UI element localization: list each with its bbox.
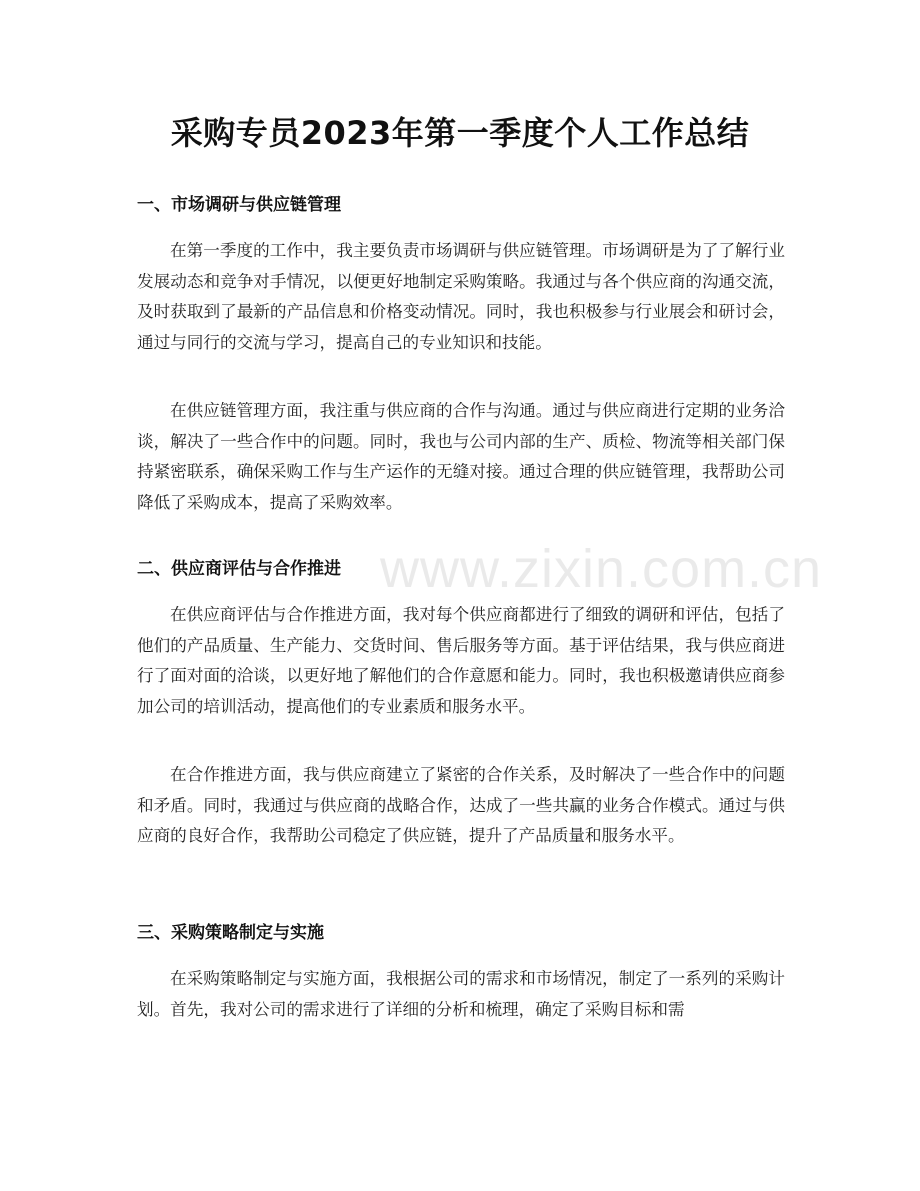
section-2-paragraph-2: 在合作推进方面，我与供应商建立了紧密的合作关系，及时解决了一些合作中的问题和矛盾。同时，我通过与供应商的战略合作，达成了一些共赢的业务合作模式。通过与供应商的良好合作，我帮助公司稳定了供应链，提升了产品质量和服务水平。 [137, 765, 785, 845]
document-title: 采购专员2023年第一季度个人工作总结 [170, 114, 750, 152]
watermark: www.zixin.com.cn [380, 539, 823, 599]
section-heading-3: 三、采购策略制定与实施 [137, 923, 324, 943]
section-1-paragraph-2: 在供应链管理方面，我注重与供应商的合作与沟通。通过与供应商进行定期的业务洽谈，解决了一些合作中的问题。同时，我也与公司内部的生产、质检、物流等相关部门保持紧密联系，确保采购工作与生产运作的无缝对接。通过合理的供应链管理，我帮助公司降低了采购成本，提高了采购效率。 [137, 401, 785, 512]
section-heading-2: 二、供应商评估与合作推进 [137, 559, 341, 579]
section-heading-1: 一、市场调研与供应链管理 [137, 195, 341, 215]
section-1-paragraph-1: 在第一季度的工作中，我主要负责市场调研与供应链管理。市场调研是为了了解行业发展动态和竞争对手情况，以便更好地制定采购策略。我通过与各个供应商的沟通交流，及时获取到了最新的产品信息和价格变动情况。同时，我也积极参与行业展会和研讨会，通过与同行的交流与学习，提高自己的专业知识和技能。 [137, 241, 785, 352]
section-2-paragraph-1: 在供应商评估与合作推进方面，我对每个供应商都进行了细致的调研和评估，包括了他们的产品质量、生产能力、交货时间、售后服务等方面。基于评估结果，我与供应商进行了面对面的洽谈，以更好地了解他们的合作意愿和能力。同时，我也积极邀请供应商参加公司的培训活动，提高他们的专业素质和服务水平。 [137, 605, 785, 716]
section-3-paragraph-1: 在采购策略制定与实施方面，我根据公司的需求和市场情况，制定了一系列的采购计划。首先，我对公司的需求进行了详细的分析和梳理，确定了采购目标和需 [137, 969, 785, 1019]
